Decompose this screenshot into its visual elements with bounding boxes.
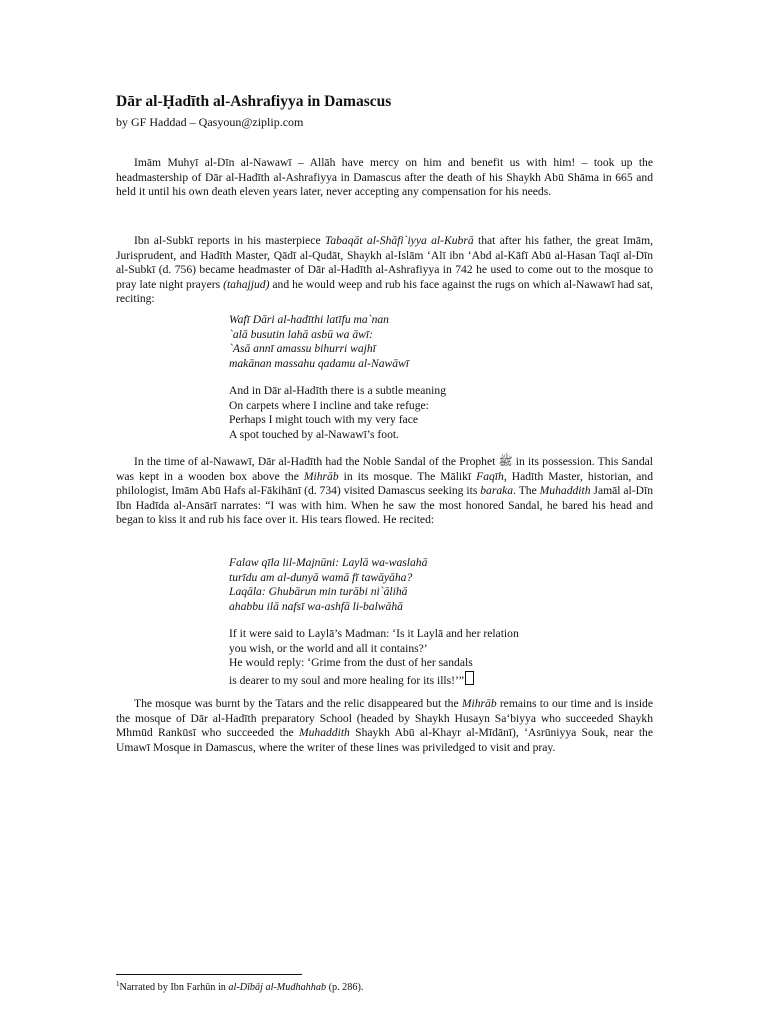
verse-line: ahabbu ilā nafsī wa-ashfā li-balwāhā <box>229 599 403 613</box>
verse-2-translation <box>229 627 519 688</box>
footnote-text: Narrated by Ibn Farhūn in <box>119 982 229 993</box>
verse-line: you wish, or the world and all it contains?’ <box>229 641 428 655</box>
paragraph-2 <box>116 234 653 307</box>
verse-line-with-footnote <box>229 671 519 689</box>
verse-line: A spot touched by al-Nawawī’s foot. <box>229 427 400 441</box>
text-run: Jamāl al-Dīn Ibn Hadīda al-Ansārī narrates: “I was with him. When he saw the most honored Sandal, he bared his head and began to kiss it and rub his face over it. His tears flowed. He recited: <box>116 484 653 527</box>
italic-term: Muhaddith <box>298 726 350 740</box>
footnote-page: (p. 286). <box>326 982 364 993</box>
verse-line: Wafī Dāri al-hadīthi latīfu ma`nan <box>229 313 389 326</box>
text-run: . The <box>513 484 540 498</box>
verse-line: turīdu am al-dunyā wamā fī tawāyāha? <box>229 570 413 584</box>
verse-line: `alā busutin lahā asbū wa āwī: <box>229 327 373 341</box>
article-title: Dār al-Ḥadīth al-Ashrafiyya in Damascus <box>116 93 392 110</box>
footnote <box>116 978 363 994</box>
italic-term: (tahajjud) <box>223 277 270 291</box>
verse-line-text: is dearer to my soul and more healing for its ills!’” <box>229 673 465 687</box>
verse-1-transliteration <box>229 313 409 371</box>
text-run: and he would weep and rub his face against the rugs on which al-Nawawī had sat, reciting: <box>116 277 653 306</box>
verse-line: On carpets where I incline and take refuge: <box>229 398 429 412</box>
footnote-book-title: al-Dībāj al-Mudhahhab <box>228 982 327 993</box>
verse-line: And in Dār al-Hadīth there is a subtle meaning <box>229 384 446 397</box>
paragraph-4 <box>116 697 653 755</box>
verse-line: If it were said to Laylā’s Madman: ‘Is it Laylā and her relation <box>229 627 519 640</box>
italic-term: Muhaddith <box>539 484 591 498</box>
text-run: in its mosque. The Mālikī <box>338 469 477 483</box>
verse-2-transliteration <box>229 556 427 614</box>
text-run: that after his father, the great Imām, Jurisprudent, and Hadīth Master, Qādī al-Qudāt, Shaykh al-Islām ‘Alī ibn ‘Abd al-Kāfī Abū al-Hasan Taqī al-Dīn al-Subkī (d. 756) became headmaster of Dār al-Hadīth al-Ashrafiyya in 742 he used to come out to the mosque to pray late night prayers <box>116 234 653 291</box>
italic-term: Tabaqāt al-Shāfi`iyya al-Kubrā <box>324 234 474 247</box>
verse-line: Perhaps I might touch with my very face <box>229 413 418 427</box>
verse-line: Falaw qīla lil-Majnūni: Laylā wa-waslahā <box>229 556 428 569</box>
footnote-number: 1 <box>116 980 120 988</box>
text-run: remains to our time and is inside the mosque of Dār al-Hadīth preparatory School (headed by Shaykh Husayn Sa‘biyya who succeeded Shaykh Mhmūd Rankūsī who succeeded the <box>116 697 653 740</box>
italic-term: Mihrāb <box>461 697 497 710</box>
text-run: In the time of al-Nawawī, Dār al-Hadīth had the Noble Sandal of the Prophet ﷺ in its possession. This Sandal was kept in a wooden box above the <box>116 455 654 483</box>
verse-line: `Asā annī amassu bihurri wajhī <box>229 342 376 356</box>
verse-line: He would reply: ‘Grime from the dust of her sandals <box>229 656 473 670</box>
text-run: Imām Muhyī al-Dīn al-Nawawī – Allāh have mercy on him and benefit us with him! – took up the headmastership of Dār al-Hadīth al-Ashrafiyya in Damascus after the death of his Shaykh Abū Shāma in 665 and held it until his own death eleven years later, never accepting any compensation for his needs. <box>116 156 653 199</box>
verse-line: makānan massahu qadamu al-Nawāwī <box>229 356 410 370</box>
article-byline: by GF Haddad – Qasyoun@ziplip.com <box>116 115 304 129</box>
italic-term: Faqīh <box>476 469 504 483</box>
verse-1-translation <box>229 384 446 442</box>
paragraph-3 <box>116 455 653 528</box>
text-run: , Hadīth Master, historian, and philologist, Imām Abū Hafs al-Fākihānī (d. 734) visited Damascus seeking its <box>116 469 653 498</box>
footnote-separator <box>116 974 302 975</box>
verse-line: Laqāla: Ghubārun min turābi ni`ālihā <box>229 585 408 599</box>
paragraph-1 <box>116 156 653 200</box>
italic-term: baraka <box>480 484 514 498</box>
footnote-reference-marker[interactable] <box>465 671 474 685</box>
text-run: Shaykh Abū al-Khayr al-Mīdānī), ‘Asrūniyya Souk, near the Umawī Mosque in Damascus, where the writer of these lines was priviledged to visit and pray. <box>116 726 653 754</box>
text-run: The mosque was burnt by the Tatars and the relic disappeared but the <box>134 697 462 710</box>
italic-term: Mihrāb <box>303 469 339 483</box>
text-run: Ibn al-Subkī reports in his masterpiece <box>134 234 325 247</box>
